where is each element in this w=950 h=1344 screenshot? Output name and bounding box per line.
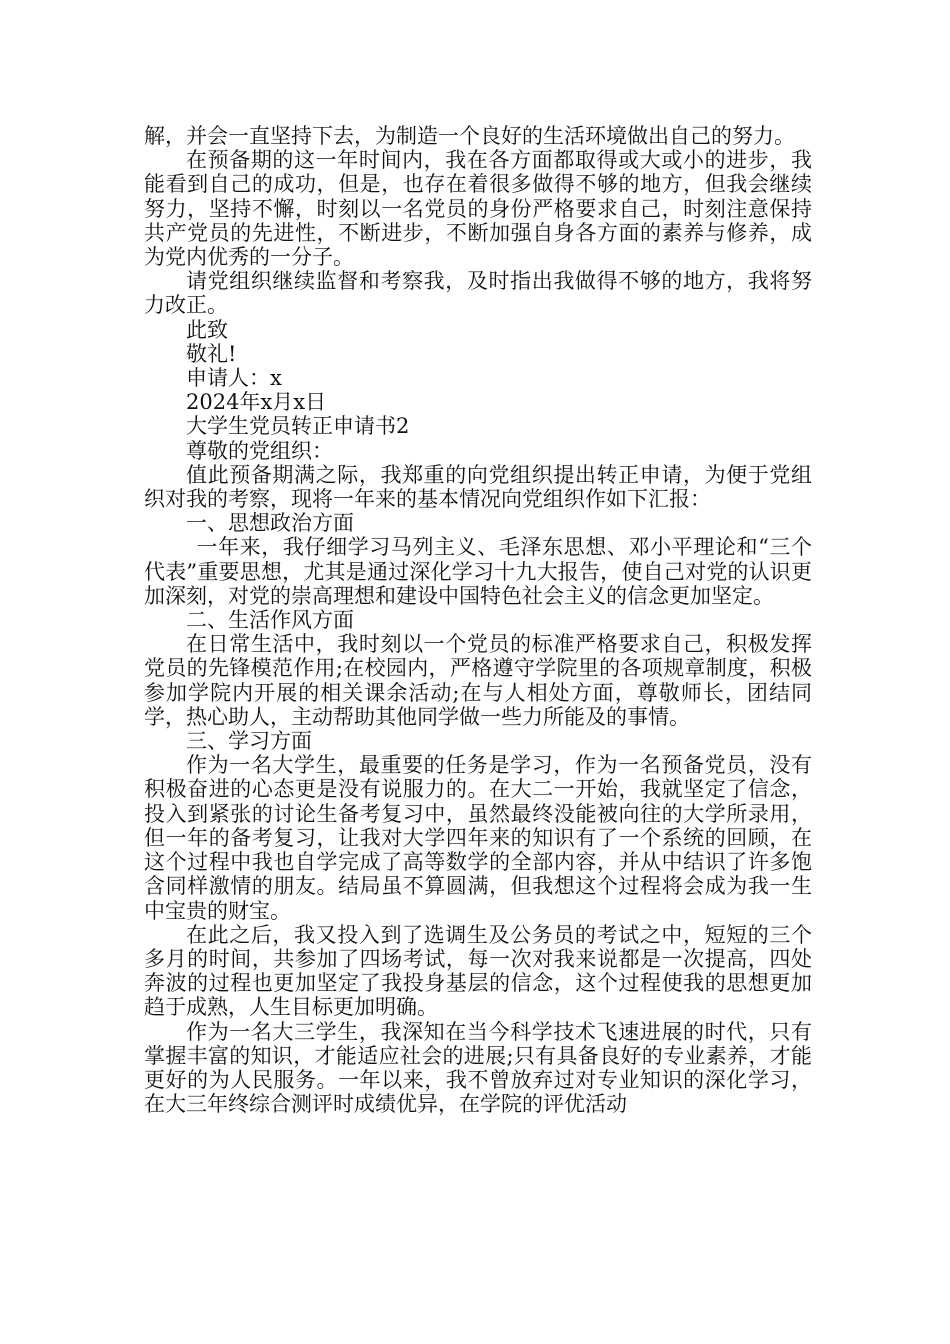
section-heading: 二、生活作风方面 bbox=[186, 608, 354, 633]
closing-salutation: 敬礼! bbox=[186, 341, 237, 366]
paragraph: 在此之后，我又投入到了选调生及公务员的考试之中，短短的三个多月的时间，共参加了四场考试，每一次对我来说都是一次提高，四处奔波的过程也更加坚定了我投身基层的信念，这个过程使我的思想更加趋于成熟，人生目标更加明确。 bbox=[144, 922, 812, 1020]
paragraph: 作为一名大学生，最重要的任务是学习，作为一名预备党员，没有积极奋进的心态更是没有说服力的。在大二一开始，我就坚定了信念，投入到紧张的讨论生备考复习中，虽然最终没能被向往的大学所录用，但一年的备考复习，让我对大学四年来的知识有了一个系统的回顾，在这个过程中我也自学完成了高等数学的全部内容，并从中结识了许多饱含同样激情的朋友。结局虽不算圆满，但我想这个过程将会成为我一生中宝贵的财宝。 bbox=[144, 753, 812, 923]
date-line: 2024年x月x日 bbox=[186, 390, 327, 415]
paragraph: 作为一名大三学生，我深知在当今科学技术飞速进展的时代，只有掌握丰富的知识，才能适应社会的进展;只有具备良好的专业素养，才能更好的为人民服务。一年以来，我不曾放弃过对专业知识的深化学习，在大三年终综合测评时成绩优异，在学院的评优活动 bbox=[144, 1019, 812, 1117]
section-heading: 三、学习方面 bbox=[186, 729, 312, 754]
paragraph: 在预备期的这一年时间内，我在各方面都取得或大或小的进步，我能看到自己的成功，但是，也存在着很多做得不够的地方，但我会继续努力，坚持不懈，时刻以一名党员的身份严格要求自己，时刻注意保持共产党员的先进性，不断进步，不断加强自身各方面的素养与修养，成为党内优秀的一分子。 bbox=[144, 148, 812, 270]
paragraph: 解，并会一直坚持下去，为制造一个良好的生活环境做出自己的努力。 bbox=[144, 124, 795, 148]
paragraph: 一年来，我仔细学习马列主义、毛泽东思想、邓小平理论和“三个代表”重要思想，尤其是通过深化学习十九大报告，使自己对党的认识更加深刻，对党的崇高理想和建设中国特色社会主义的信念更加坚定。 bbox=[144, 535, 812, 608]
document-page bbox=[144, 124, 812, 1116]
section-title: 大学生党员转正申请书2 bbox=[186, 414, 410, 439]
paragraph: 在日常生活中，我时刻以一个党员的标准严格要求自己，积极发挥党员的先锋模范作用;在校园内，严格遵守学院里的各项规章制度，积极参加学院内开展的相关课余活动;在与人相处方面，尊敬师长，团结同学，热心助人，主动帮助其他同学做一些力所能及的事情。 bbox=[144, 632, 812, 729]
section-heading: 一、思想政治方面 bbox=[186, 511, 354, 536]
paragraph: 请党组织继续监督和考察我，及时指出我做得不够的地方，我将努力改正。 bbox=[144, 269, 812, 318]
applicant-line: 申请人：x bbox=[186, 366, 282, 391]
closing-salutation: 此致 bbox=[186, 317, 228, 342]
greeting: 尊敬的党组织： bbox=[186, 438, 333, 463]
paragraph: 值此预备期满之际，我郑重的向党组织提出转正申请，为便于党组织对我的考察，现将一年来的基本情况向党组织作如下汇报： bbox=[144, 462, 812, 512]
